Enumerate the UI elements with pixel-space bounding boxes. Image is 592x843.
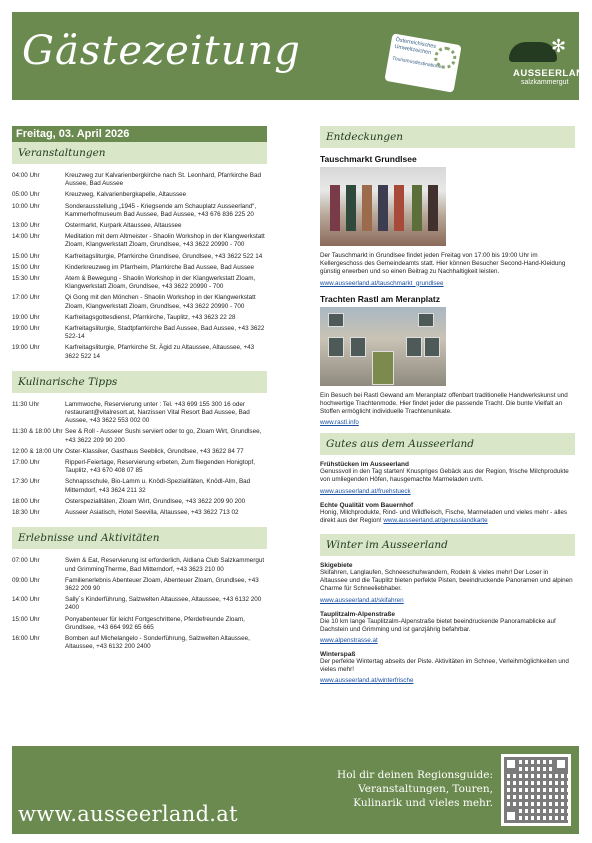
event-description: Kreuzweg, Kalvarienbergkapelle, Altaussee <box>65 191 187 199</box>
header-banner <box>12 12 591 100</box>
event-time: 17:00 Uhr <box>12 294 40 302</box>
event-row <box>12 401 267 426</box>
skigebiete-text: Skifahren, Langlaufen, Schneeschuhwandern, Rodeln & vieles mehr! Der Loser in Altaussee und die Tauplitz bieten perfekte Pisten, beeindruckende Panoramen und alpinen Charme für Schneeliebhaber. <box>320 569 573 593</box>
event-time: 05:00 Uhr <box>12 191 40 199</box>
qr-code-icon[interactable] <box>501 754 571 826</box>
event-row <box>12 222 267 230</box>
event-row <box>12 509 267 517</box>
section-winter-heading: Winter im Ausseerland <box>320 534 575 556</box>
event-time: 09:00 Uhr <box>12 576 40 584</box>
event-time: 17:00 Uhr <box>12 459 40 467</box>
event-time: 14:00 Uhr <box>12 233 40 241</box>
event-description: Swim & Eat, Reservierung ist erforderlich, Aldiana Club Salzkammergut und GrimmingTherme, Bad Mitterndorf, +43 3623 210 00 <box>65 557 265 573</box>
event-description: Ripperl-Feiertage, Reservierung erbeten, Zum fliegenden Honigtopf, Tauplitz, +43 670 408 07 85 <box>65 459 256 475</box>
guide-line-1: Hol dir deinen Regionsguide: <box>337 769 493 781</box>
qr-pattern <box>504 757 568 823</box>
event-row <box>12 325 267 341</box>
skifahren-link[interactable]: www.ausseerland.at/skifahren <box>320 596 404 604</box>
qr-corner <box>504 809 518 823</box>
event-row <box>12 344 267 360</box>
event-time: 17:30 Uhr <box>12 478 40 486</box>
event-row <box>12 596 267 612</box>
event-time: 11:30 & 18:00 Uhr <box>12 428 63 436</box>
kulinarik-list <box>12 401 267 517</box>
event-time: 14:00 Uhr <box>12 596 40 604</box>
edelweiss-icon: ✻ <box>551 36 567 56</box>
event-row <box>12 233 267 249</box>
badge-title: Österreichisches Umweltzeichen <box>393 36 437 56</box>
event-time: 10:00 Uhr <box>12 202 40 210</box>
event-row <box>12 478 267 494</box>
event-row <box>12 616 267 632</box>
regionsguide-promo <box>323 768 493 810</box>
article-rastl-title: Trachten Rastl am Meranplatz <box>320 293 440 304</box>
event-row <box>12 557 267 573</box>
event-row <box>12 294 267 310</box>
event-description: Karfreitagsliturgie, Pfarrkirche St. Ägid zu Altaussee, Altaussee, +43 3622 522 14 <box>65 344 255 360</box>
fruehstueck-link[interactable]: www.ausseerland.at/fruehstueck <box>320 487 411 495</box>
event-description: Qi Gong mit den Mönchen - Shaolin Workshop in der Klangwerkstatt Zloam, Klangwerkstatt Zloam, Grundlsee, +43 3622 20990 - 700 <box>65 294 256 310</box>
event-description: Kreuzweg zur Kalvarienbergkirche nach St. Leonhard, Pfarrkirche Bad Aussee, Bad Aussee <box>65 172 262 188</box>
event-time: 19:00 Uhr <box>12 313 40 321</box>
event-time: 15:00 Uhr <box>12 615 40 623</box>
event-row <box>12 275 267 291</box>
skigebiete-title: Skigebiete <box>320 562 353 570</box>
event-time: 11:30 Uhr <box>12 400 40 408</box>
genusslandkarte-link[interactable]: www.ausseerland.at/genusslandkarte <box>383 516 488 524</box>
section-gutes-heading: Gutes aus dem Ausseerland <box>320 433 575 455</box>
article-rastl-text: Ein Besuch bei Rastl Gewand am Meranplatz offenbart traditionelle Handwerkskunst und hochwertige Trachtenmode. Hier findet jeder die passende Tracht. Die bunte Vielfalt an Stoffen ermöglicht individuelle Trachtenunikate. <box>320 391 568 416</box>
event-description: Karfreitagsliturgie, Stadtpfarrkirche Bad Aussee, Bad Aussee, +43 3622 522-14 <box>65 325 265 341</box>
event-row <box>12 448 267 456</box>
event-description: Kinderkreuzweg im Pfarrheim, Pfarrkirche Bad Aussee, Bad Aussee <box>65 263 254 271</box>
rastl-link[interactable]: www.rastl.info <box>320 419 359 427</box>
date-heading: Freitag, 03. April 2026 <box>12 126 267 142</box>
event-time: 19:00 Uhr <box>12 325 40 333</box>
events-column <box>12 126 267 661</box>
event-row <box>12 498 267 506</box>
tauschmarkt-link[interactable]: www.ausseerland.at/tauschmarkt_grundlsee <box>320 279 444 287</box>
event-row <box>12 428 267 444</box>
logo-region: salzkammergut <box>521 79 569 86</box>
bauernhof-title: Echte Qualität vom Bauernhof <box>320 501 414 509</box>
event-description: Sonderausstellung „1945 - Kriegsende am Schauplatz Ausseerland“, Kammerhofmuseum Bad Aussee, Bad Aussee, +43 676 836 225 20 <box>65 202 257 218</box>
winterspass-title: Winterspaß <box>320 651 356 659</box>
section-kulinarik-heading: Kulinarische Tipps <box>12 371 267 393</box>
event-row <box>12 172 267 188</box>
event-time: 13:00 Uhr <box>12 222 40 230</box>
event-time: 15:30 Uhr <box>12 275 40 283</box>
rastl-shop-photo <box>320 307 446 386</box>
event-description: Atem & Bewegung - Shaolin Workshop in der Klangwerkstatt Zloam, Klangwerkstatt Zloam, Grundlsee, +43 3622 20990 - 700 <box>65 275 256 291</box>
alpenstrasse-title: Tauplitzalm-Alpenstraße <box>320 610 396 618</box>
qr-corner <box>554 757 568 771</box>
event-description: Karfreitagsliturgie, Pfarrkirche Grundlsee, Grundlsee, +43 3622 522 14 <box>65 252 263 260</box>
event-description: Familienerlebnis Abenteuer Zloam, Abenteuer Zloam, Grundlsee, +43 3622 209 90 <box>65 576 259 592</box>
event-time: 07:00 Uhr <box>12 557 40 565</box>
footer-banner <box>12 746 579 834</box>
event-description: Karfreitagsgottesdienst, Pfarrkirche, Tauplitz, +43 3623 22 28 <box>65 313 236 321</box>
event-time: 18:00 Uhr <box>12 497 40 505</box>
umweltzeichen-badge <box>384 33 461 92</box>
event-description: Sally´s Kinderführung, Salzwelten Altaussee, Altaussee, +43 6132 200 2400 <box>65 596 262 612</box>
event-description: See & Roll - Ausseer Sushi serviert oder to go, Zloam Wirt, Grundlsee, +43 3622 209 90 200 <box>65 428 262 444</box>
hat-icon <box>509 42 557 62</box>
page-title: Gästezeitung <box>22 28 301 74</box>
bauernhof-body: Honig, Milchprodukte, Rind- und Wildfleisch, Fische, Marmeladen und vieles mehr - alles direkt aus der Region! <box>320 508 568 524</box>
veranstaltungen-list <box>12 172 267 361</box>
event-description: Bomben auf Michelangelo - Sonderführung, Salzwelten Altaussee, Altaussee, +43 6132 200 2400 <box>65 634 250 651</box>
winterfrische-link[interactable]: www.ausseerland.at/winterfrische <box>320 677 414 685</box>
guide-line-2: Veranstaltungen, Touren, <box>358 783 493 795</box>
event-time: 19:00 Uhr <box>12 344 40 352</box>
event-row <box>12 264 267 272</box>
website-link[interactable]: www.ausseerland.at <box>18 802 238 826</box>
section-veranstaltungen-heading: Veranstaltungen <box>12 142 267 164</box>
qr-corner <box>504 757 518 771</box>
event-time: 16:00 Uhr <box>12 634 40 642</box>
event-description: Oster-Klassiker, Gasthaus Seeblick, Grundlsee, +43 3622 84 77 <box>65 447 244 455</box>
event-row <box>12 191 267 199</box>
event-row <box>12 314 267 322</box>
event-description: Osterspezialitäten, Zloam Wirt, Grundlsee, +43 3622 209 90 200 <box>65 497 246 505</box>
event-time: 15:00 Uhr <box>12 252 40 260</box>
event-row <box>12 203 267 219</box>
alpenstrasse-link[interactable]: www.alpenstrasse.at <box>320 637 378 645</box>
event-description: Lammwoche, Reservierung unter : Tel. +43 699 155 300 16 oder restaurant@vitalresort.at, Narzissen Vital Resort Bad Aussee, Bad Aussee, +43 3622 553 002 00 <box>65 400 250 425</box>
event-time: 04:00 Uhr <box>12 172 40 179</box>
alpenstrasse-text: Die 10 km lange Tauplitzalm-Alpenstraße bietet beeindruckende Panoramablicke auf Dachstein und Grimming und ist ganzjährig befahrbar. <box>320 617 556 633</box>
event-time: 12:00 & 18:00 Uhr <box>12 447 64 455</box>
event-description: Ausseer Asiatisch, Hotel Seevilla, Altaussee, +43 3622 713 02 <box>65 509 239 517</box>
article-tauschmarkt-text: Der Tauschmarkt in Grundlsee findet jeden Freitag von 17:00 bis 19:00 Uhr im Kellergeschoss des Gemeindeamts statt. Hier können Besucher Second-Hand-Kleidung günstig erwerben und so einen Beitrag zu Nachhaltigkeit leisten. <box>320 252 566 276</box>
event-description: Meditation mit dem Altmeister - Shaolin Workshop in der Klangwerkstatt Zloam, Klangwerkstatt Zloam, Grundlsee, +43 3622 20990 - 700 <box>65 233 265 249</box>
fruehstueck-text: Genussvoll in den Tag starten! Knuspriges Gebäck aus der Region, frische Milchprodukte von umliegenden Höfen, hausgemachte Marmeladen uvm. <box>320 468 569 484</box>
event-description: Ponyabenteuer für leicht Fortgeschrittene, Pferdefreunde Zloam, Grundlsee, +43 664 992 65 665 <box>65 615 245 631</box>
features-column <box>320 126 575 691</box>
section-erlebnisse-heading: Erlebnisse und Aktivitäten <box>12 527 267 549</box>
event-row <box>12 253 267 261</box>
erlebnisse-list <box>12 557 267 651</box>
guide-line-3: Kulinarik und vieles mehr. <box>353 797 493 809</box>
event-description: Ostermarkt, Kurpark Altaussee, Altaussee <box>65 222 182 230</box>
event-row <box>12 459 267 475</box>
event-row <box>12 635 267 651</box>
fruehstueck-title: Frühstücken im Ausseerland <box>320 461 409 469</box>
logo-name: AUSSEERLAND <box>513 68 591 79</box>
tauschmarkt-photo <box>320 167 446 246</box>
article-tauschmarkt-title: Tauschmarkt Grundlsee <box>320 154 417 164</box>
ausseerland-logo <box>499 32 591 96</box>
event-time: 15:00 Uhr <box>12 263 40 271</box>
event-time: 18:30 Uhr <box>12 509 40 517</box>
badge-subtitle: Tourismusdestinationen <box>391 55 445 71</box>
section-entdeckungen-heading: Entdeckungen <box>320 126 575 148</box>
bauernhof-text <box>320 509 575 525</box>
event-description: Schnapsschule, Bio-Lamm u. Knödl-Spezialitäten, Knödl-Alm, Bad Mitterndorf, +43 3624 211 32 <box>65 478 251 494</box>
winterspass-text: Der perfekte Wintertag abseits der Piste. Aktivitäten im Schnee, Verleihmöglichkeiten und vieles mehr! <box>320 658 569 674</box>
event-row <box>12 577 267 593</box>
